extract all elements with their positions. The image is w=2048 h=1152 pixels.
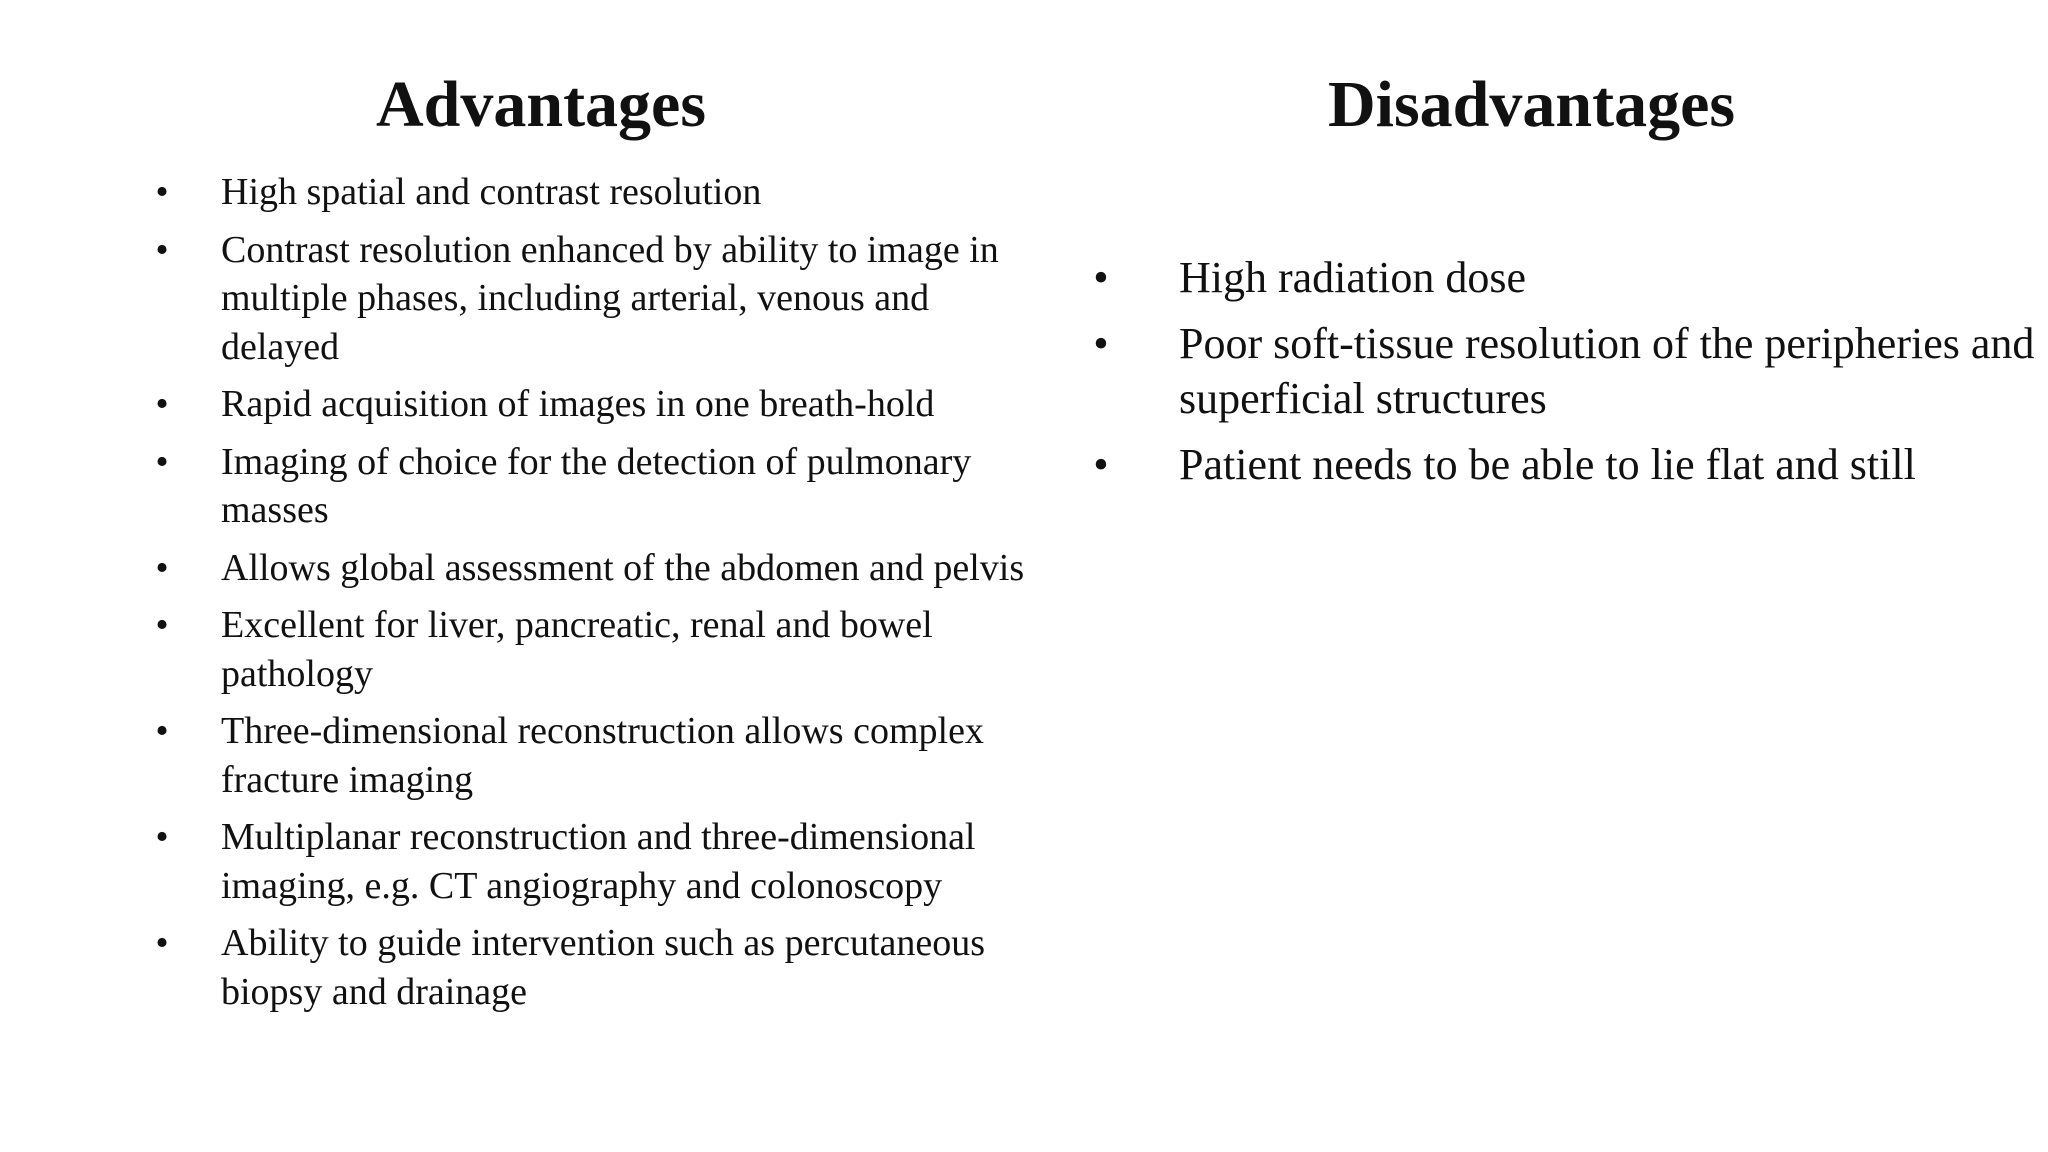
list-item-text: Rapid acquisition of images in one breath-hold (221, 383, 935, 425)
bullet-icon: • (155, 546, 169, 589)
list-item (142, 919, 1032, 1016)
bullet-icon: • (155, 383, 169, 425)
bullet-icon: • (1093, 319, 1109, 368)
list-item (142, 168, 1032, 217)
list-item-text: Ability to guide intervention such as percutaneous biopsy and drainage (221, 922, 986, 1013)
list-item (142, 226, 1032, 372)
bullet-icon: • (1093, 440, 1109, 489)
advantages-list (142, 168, 1032, 1025)
list-item (1081, 437, 2041, 492)
list-item-text: Allows global assessment of the abdomen and pelvis (221, 546, 1025, 589)
bullet-icon: • (155, 228, 169, 271)
disadvantages-heading: Disadvantages (1328, 68, 1736, 141)
list-item (142, 380, 1032, 429)
advantages-heading: Advantages (376, 68, 707, 141)
list-item (142, 601, 1032, 698)
list-item-text: Poor soft-tissue resolution of the peripheries and superficial structures (1179, 319, 2035, 423)
list-item (1081, 316, 2041, 426)
list-item-text: Three-dimensional reconstruction allows complex fracture imaging (221, 710, 984, 801)
list-item-text: Contrast resolution enhanced by ability to image in multiple phases, including arterial, venous and delayed (221, 228, 999, 368)
list-item-text: Imaging of choice for the detection of pulmonary masses (221, 440, 972, 531)
bullet-icon: • (155, 922, 169, 964)
list-item (1081, 250, 2041, 305)
bullet-icon: • (155, 816, 169, 858)
bullet-icon: • (155, 171, 169, 213)
bullet-icon: • (155, 710, 169, 752)
bullet-icon: • (155, 604, 169, 646)
list-item (142, 544, 1032, 593)
list-item (142, 813, 1032, 910)
list-item-text: High spatial and contrast resolution (221, 171, 762, 213)
list-item-text: Excellent for liver, pancreatic, renal and bowel pathology (221, 604, 933, 695)
list-item-text: Multiplanar reconstruction and three-dimensional imaging, e.g. CT angiography and colonoscopy (221, 816, 976, 907)
disadvantages-list (1081, 250, 2041, 503)
list-item (142, 438, 1032, 535)
list-item-text: Patient needs to be able to lie flat and still (1179, 440, 1916, 489)
bullet-icon: • (1093, 253, 1109, 302)
bullet-icon: • (155, 440, 169, 483)
list-item (142, 707, 1032, 804)
list-item-text: High radiation dose (1179, 253, 1527, 302)
